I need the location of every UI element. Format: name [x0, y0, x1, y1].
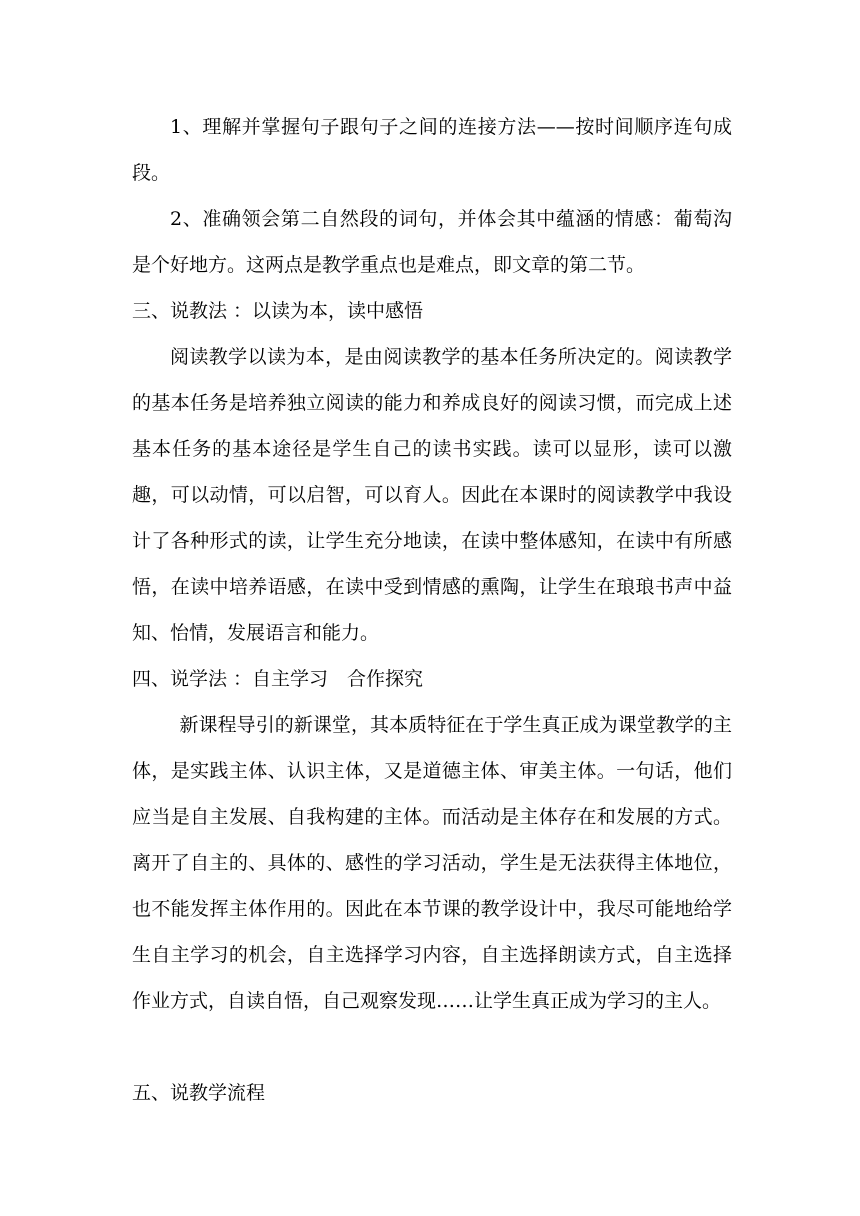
section-heading-teaching-process: 五、说教学流程	[132, 1082, 266, 1104]
objective-item-1: 1、理解并掌握句子跟句子之间的连接方法——按时间顺序连句成段。	[132, 116, 732, 184]
paragraph-teaching-method: 阅读教学以读为本，是由阅读教学的基本任务所决定的。阅读教学的基本任务是培养独立阅读的能力和养成良好的阅读习惯，而完成上述基本任务的基本途径是学生自己的读书实践。读可以显形，读可以激趣，可以动情，可以启智，可以育人。因此在本课时的阅读教学中我设计了各种形式的读，让学生充分地读，在读中整体感知，在读中有所感悟，在读中培养语感，在读中受到情感的熏陶，让学生在琅琅书声中益知、怡情，发展语言和能力。	[132, 346, 732, 644]
section-heading-teaching-method: 三、说教法 ：以读为本，读中感悟	[132, 300, 424, 322]
paragraph-learning-method: 新课程导引的新课堂，其本质特征在于学生真正成为课堂教学的主体，是实践主体、认识主体，又是道德主体、审美主体。一句话，他们应当是自主发展、自我构建的主体。而活动是主体存在和发展的方式。离开了自主的、具体的、感性的学习活动，学生是无法获得主体地位，也不能发挥主体作用的。因此在本节课的教学设计中，我尽可能地给学生自主学习的机会，自主选择学习内容，自主选择朗读方式，自主选择作业方式，自读自悟，自己观察发现……让学生真正成为学习的主人。	[132, 714, 732, 1012]
section-heading-learning-method: 四、说学法 ：自主学习 合作探究	[132, 668, 424, 690]
objective-item-2: 2、准确领会第二自然段的词句，并体会其中蕴涵的情感：葡萄沟是个好地方。这两点是教学重点也是难点，即文章的第二节。	[132, 208, 732, 276]
